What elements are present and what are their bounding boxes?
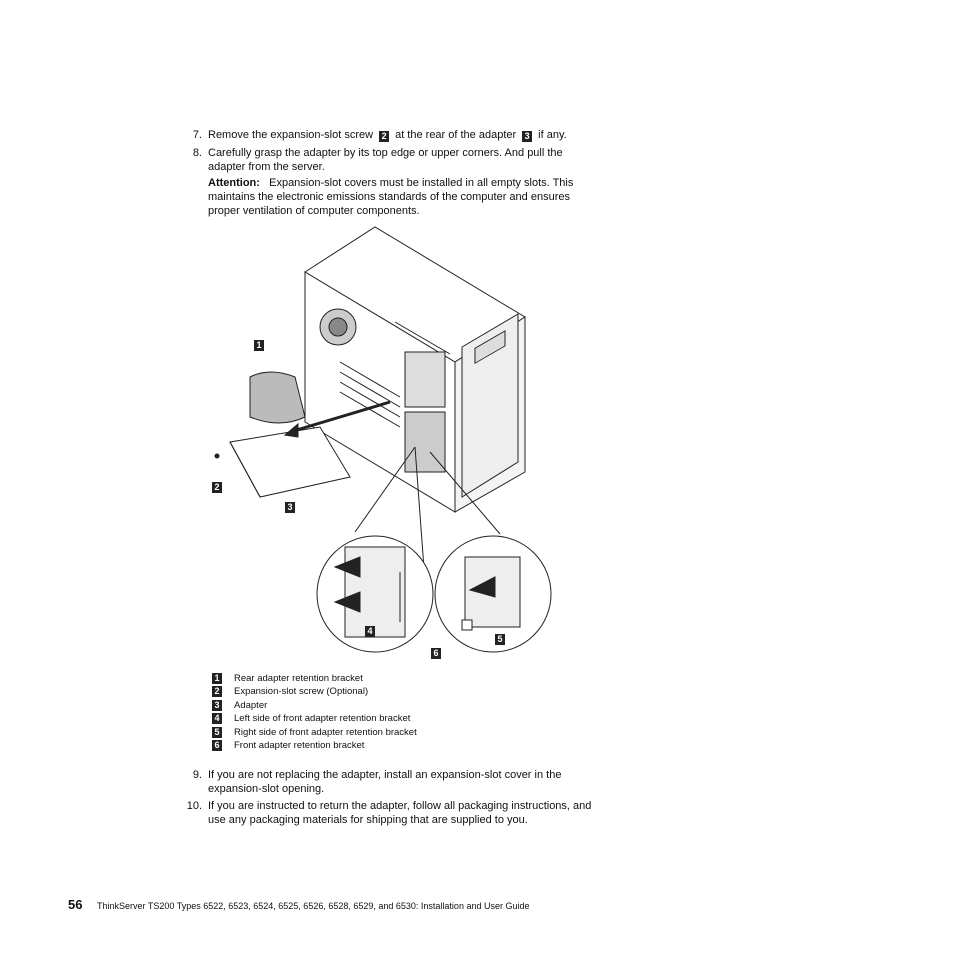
- figure-callout-4: 4: [365, 626, 375, 637]
- step-number: 9.: [192, 769, 202, 781]
- step-text: If you are not replacing the adapter, install an expansion-slot cover in the expansion-slot opening.: [208, 769, 562, 795]
- figure-callout-1: 1: [254, 340, 264, 351]
- figure-callout-5: 5: [495, 634, 505, 645]
- callout-2: 2: [379, 131, 389, 142]
- step-number: 8.: [192, 147, 202, 159]
- attention-notice: Attention: Expansion-slot covers must be installed in all empty slots. This maintains the electronic emissions standards of the computer and ensures proper ventilation of computer components.: [208, 177, 574, 217]
- step-number: 10.: [186, 800, 202, 812]
- server-adapter-removal-drawing: [200, 222, 560, 662]
- figure-callout-6: 6: [431, 648, 441, 659]
- step-text: Remove the expansion-slot screw 2 at the rear of the adapter 3 if any.: [208, 129, 567, 141]
- step-number: 7.: [192, 129, 202, 141]
- step-text: Carefully grasp the adapter by its top edge or upper corners. And pull the adapter from the server.: [208, 147, 563, 173]
- callout-3: 3: [522, 131, 532, 142]
- figure-callout-2: 2: [212, 482, 222, 493]
- step-text: If you are instructed to return the adapter, follow all packaging instructions, and use any packaging materials for shipping that are supplied to you.: [208, 800, 592, 826]
- footer-text: ThinkServer TS200 Types 6522, 6523, 6524, 6525, 6526, 6528, 6529, and 6530: Installation and User Guide: [97, 901, 530, 911]
- page-number: 56: [68, 897, 83, 912]
- server-illustration: [200, 222, 560, 662]
- attention-label: Attention:: [208, 177, 260, 189]
- figure-callout-3: 3: [285, 502, 295, 513]
